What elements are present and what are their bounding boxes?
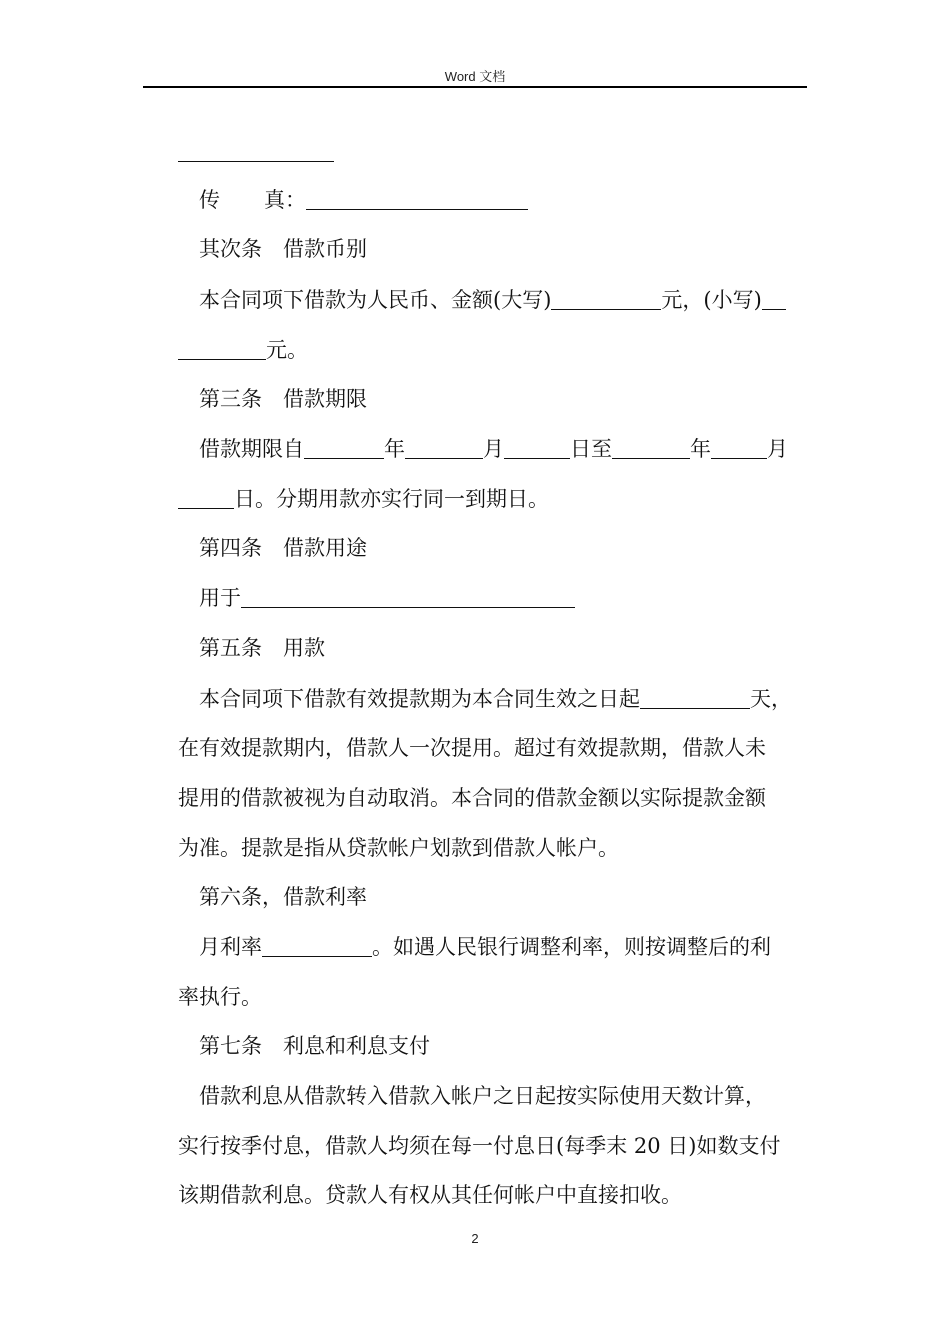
fill-blank bbox=[262, 934, 372, 957]
doc-line bbox=[199, 932, 839, 962]
doc-line: 率执行。 bbox=[178, 985, 262, 1009]
fill-blank bbox=[304, 436, 384, 459]
header-divider bbox=[143, 86, 807, 88]
doc-line: 实行按季付息，借款人均须在每一付息日(每季末 20 日)如数支付 bbox=[178, 1134, 781, 1158]
fill-blank bbox=[241, 585, 575, 608]
section-heading: 第三条 借款期限 bbox=[199, 387, 367, 411]
fax-line bbox=[199, 185, 839, 215]
section-heading: 第六条，借款利率 bbox=[199, 885, 367, 909]
fax-label-a: 传 bbox=[199, 188, 220, 212]
fill-blank bbox=[178, 337, 266, 360]
fill-blank bbox=[178, 486, 234, 509]
doc-line bbox=[178, 137, 818, 167]
doc-line bbox=[199, 583, 839, 613]
page-header: Word 文档 bbox=[444, 69, 506, 84]
doc-line: 为准。提款是指从贷款帐户划款到借款人帐户。 bbox=[178, 836, 619, 860]
fill-blank bbox=[405, 436, 483, 459]
text-run: 月 bbox=[767, 437, 788, 461]
fill-blank bbox=[762, 287, 786, 310]
doc-line: 该期借款利息。贷款人有权从其任何帐户中直接扣收。 bbox=[178, 1183, 682, 1207]
page-number: 2 bbox=[471, 1231, 479, 1246]
section-heading: 第五条 用款 bbox=[199, 636, 325, 660]
fill-blank bbox=[640, 686, 750, 709]
doc-line bbox=[199, 684, 839, 714]
text-run: 本合同项下借款有效提款期为本合同生效之日起 bbox=[199, 687, 640, 711]
section-heading: 其次条 借款币别 bbox=[199, 237, 367, 261]
doc-line: 提用的借款被视为自动取消。本合同的借款金额以实际提款金额 bbox=[178, 786, 766, 810]
doc-line bbox=[178, 484, 818, 514]
text-run: 用于 bbox=[199, 586, 241, 610]
fill-blank bbox=[612, 436, 690, 459]
text-run: 年 bbox=[384, 437, 405, 461]
fill-blank bbox=[711, 436, 767, 459]
doc-line: 在有效提款期内，借款人一次提用。超过有效提款期，借款人未 bbox=[178, 736, 766, 760]
fill-blank bbox=[504, 436, 570, 459]
text-run: 元，(小写) bbox=[661, 288, 762, 312]
text-run: 。如遇人民银行调整利率，则按调整后的利 bbox=[372, 935, 771, 959]
text-run: 借款期限自 bbox=[199, 437, 304, 461]
text-run: 天， bbox=[750, 687, 792, 711]
text-run: 本合同项下借款为人民币、金额(大写) bbox=[199, 288, 552, 312]
text-run: 元。 bbox=[266, 338, 308, 362]
fax-label-b: 真： bbox=[264, 188, 306, 212]
text-run: 日。分期用款亦实行同一到期日。 bbox=[234, 487, 549, 511]
doc-line bbox=[199, 285, 839, 315]
section-heading: 第四条 借款用途 bbox=[199, 536, 367, 560]
fill-blank bbox=[306, 187, 528, 210]
fill-blank bbox=[551, 287, 661, 310]
text-run: 月 bbox=[483, 437, 504, 461]
text-run: 日至 bbox=[570, 437, 612, 461]
doc-line: 借款利息从借款转入借款入帐户之日起按实际使用天数计算， bbox=[199, 1084, 766, 1108]
text-run: 月利率 bbox=[199, 935, 262, 959]
doc-line bbox=[178, 335, 818, 365]
fill-blank bbox=[178, 139, 334, 162]
doc-line bbox=[199, 434, 839, 464]
section-heading: 第七条 利息和利息支付 bbox=[199, 1034, 430, 1058]
text-run: 年 bbox=[690, 437, 711, 461]
